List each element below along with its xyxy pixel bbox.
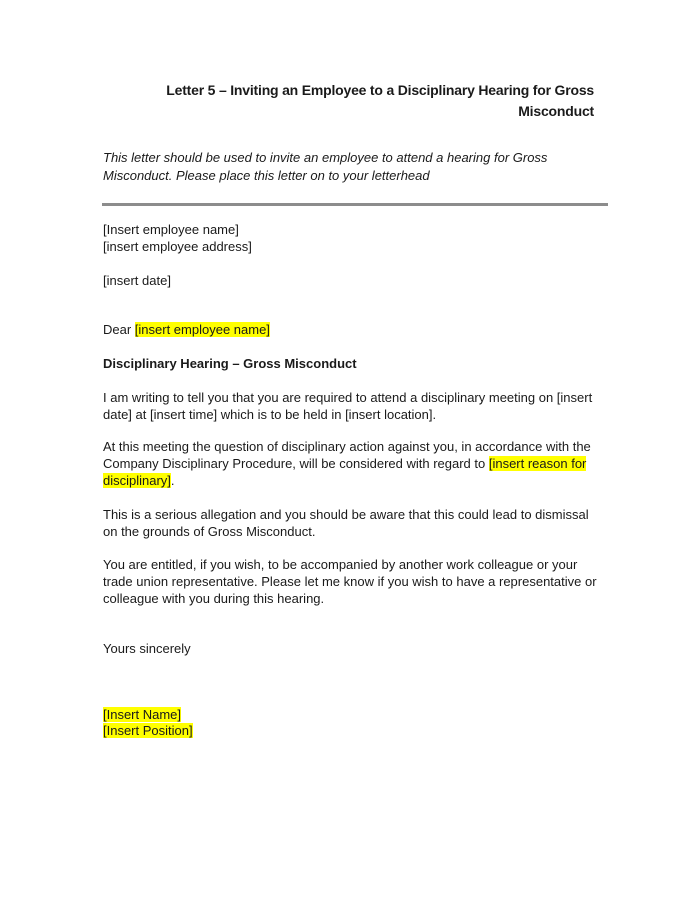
closing: Yours sincerely [103, 641, 191, 656]
paragraph-allegation: This is a serious allegation and you should be aware that this could lead to dismissal on the grounds of Gross Misconduct. [103, 507, 589, 539]
paragraph-accompaniment: You are entitled, if you wish, to be accompanied by another work colleague or your trade union representative. Please let me know if you wish to have a representative or colleague with you during this hearing. [103, 557, 597, 606]
letter-title: Letter 5 – Inviting an Employee to a Disciplinary Hearing for Gross Misconduct [166, 82, 594, 119]
paragraph-reason-end: . [170, 473, 175, 488]
recipient-name: [Insert employee name] [103, 222, 239, 237]
divider-rule [102, 203, 608, 206]
salutation-prefix: Dear [103, 322, 135, 337]
signature-name-line [103, 706, 181, 723]
signature-position-line [103, 722, 193, 739]
recipient-address: [insert employee address] [103, 239, 252, 254]
paragraph-reason-text: At this meeting the question of disciplinary action against you, in accordance with the Company Disciplinary Procedure, will be considered with regard to [103, 439, 591, 471]
letter-date: [insert date] [103, 273, 171, 288]
signature-position: [Insert Position] [103, 723, 193, 738]
paragraph-reason [103, 438, 593, 489]
salutation-name: [insert employee name] [134, 322, 270, 337]
reason-placeholder: [insert reason for disciplinary] [103, 456, 587, 488]
letter-subject: Disciplinary Hearing – Gross Misconduct [103, 356, 357, 371]
signature-name: [Insert Name] [103, 707, 182, 722]
salutation [103, 321, 270, 338]
letter-instructions: This letter should be used to invite an employee to attend a hearing for Gross Misconduct. Please place this letter on to your letterhead [103, 150, 548, 183]
paragraph-meeting: I am writing to tell you that you are required to attend a disciplinary meeting on [insert date] at [insert time] which is to be held in [insert location]. [103, 390, 593, 422]
